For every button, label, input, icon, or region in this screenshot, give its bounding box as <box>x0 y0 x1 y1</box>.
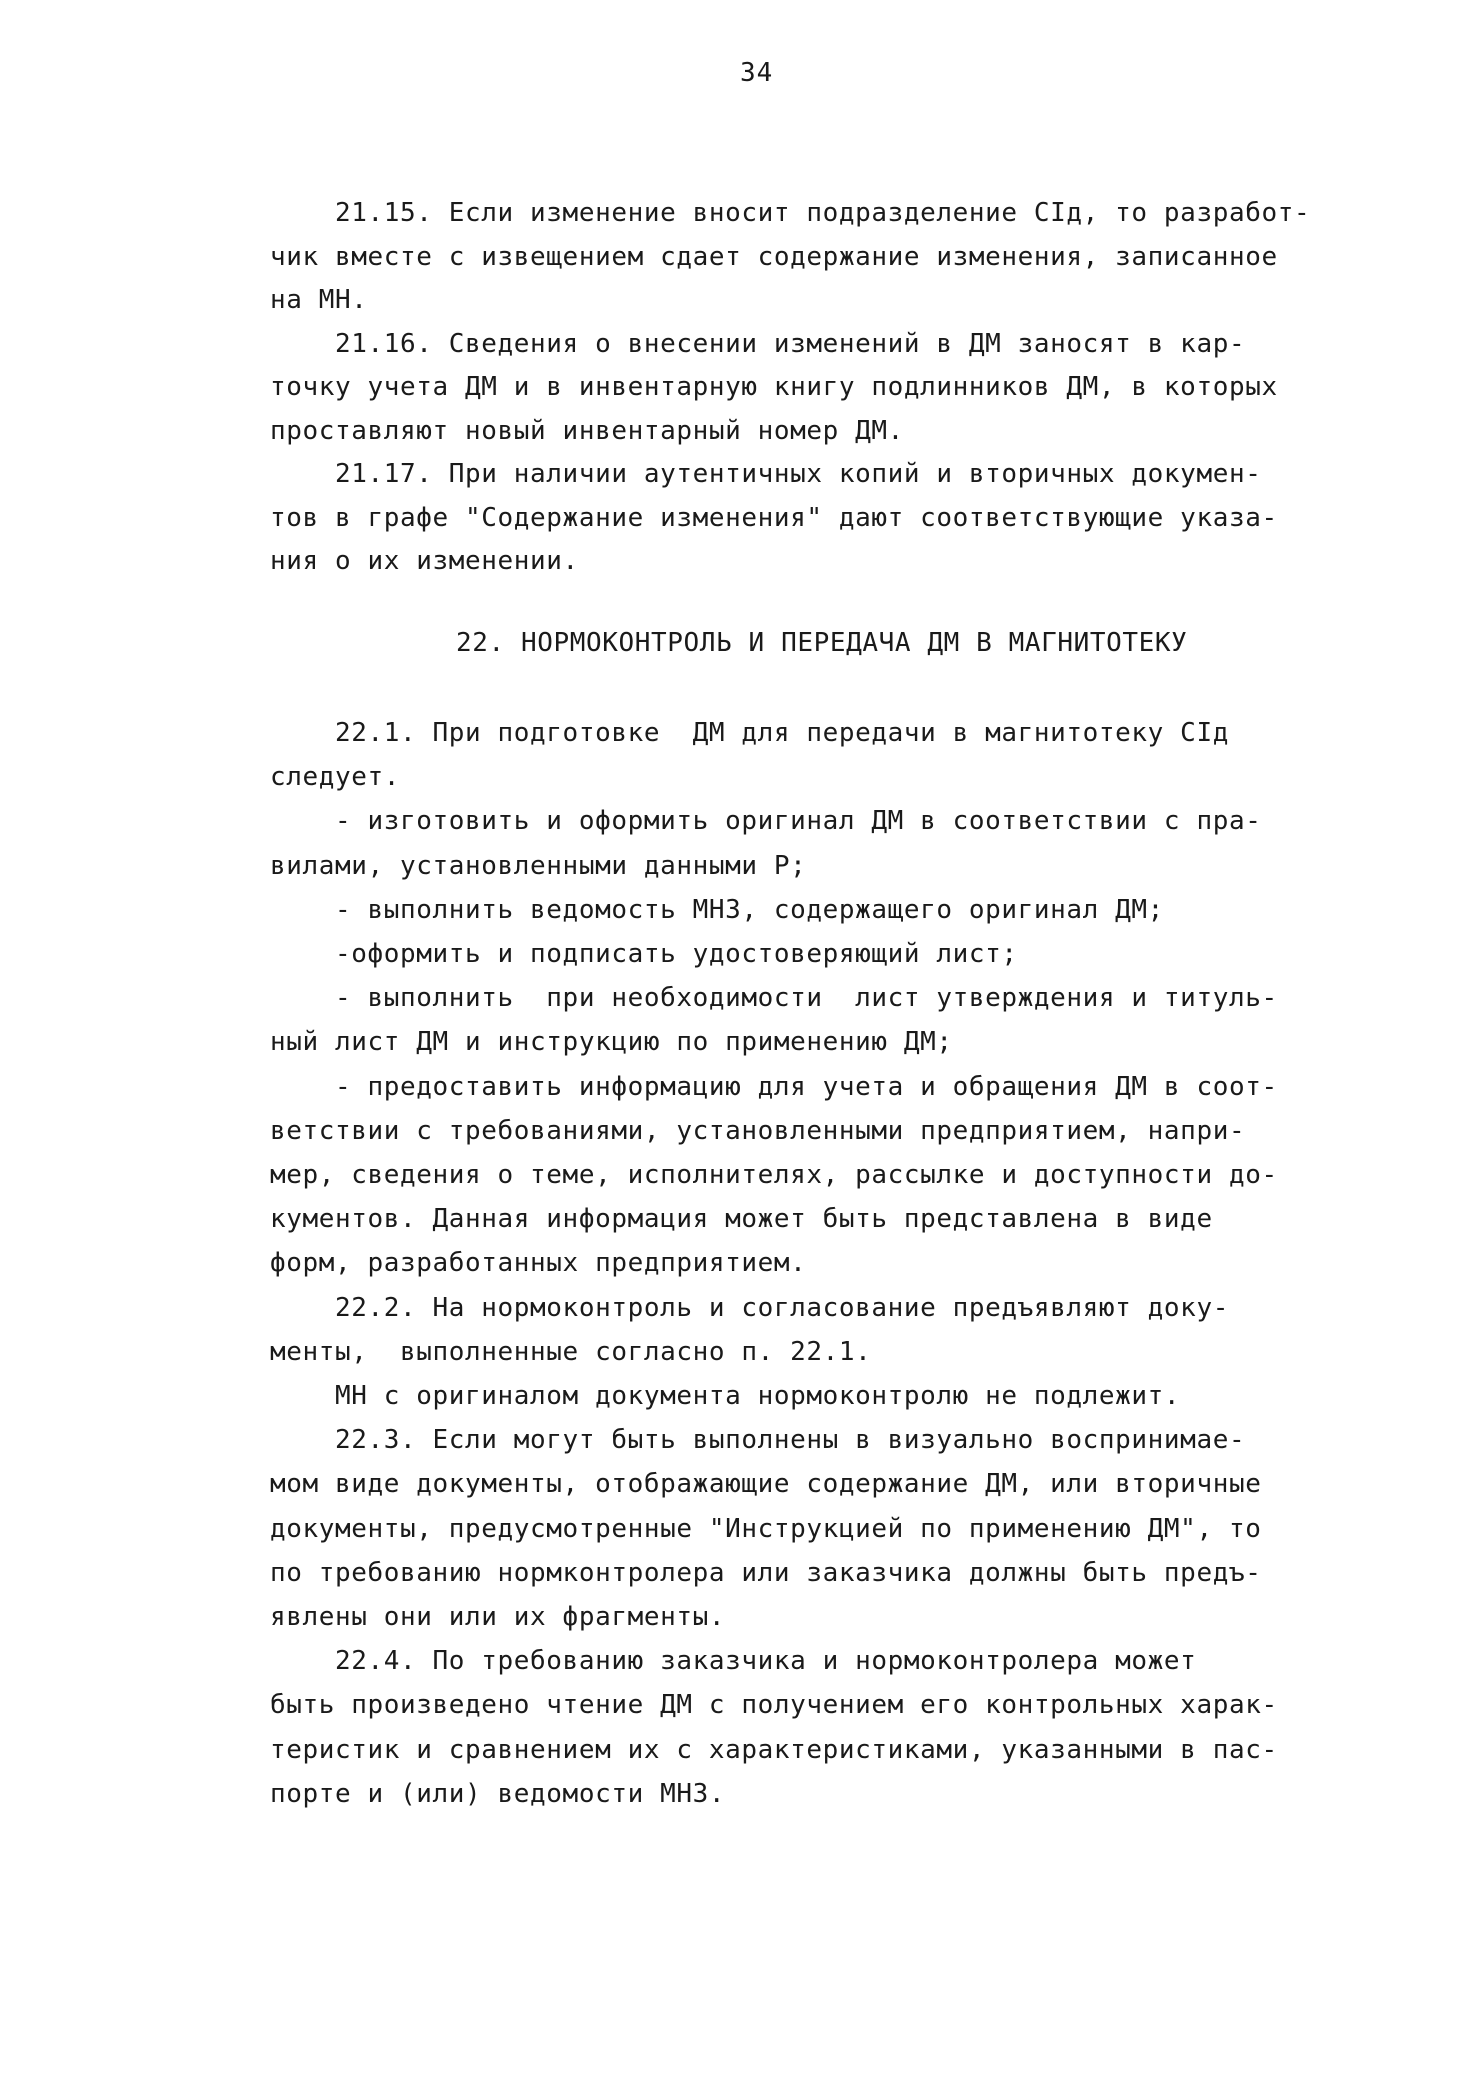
text-line: - изготовить и оформить оригинал ДМ в соответствии с пра- <box>270 806 1262 837</box>
text-line: 22.2. На нормоконтроль и согласование предъявляют доку- <box>270 1292 1229 1323</box>
text-line: вилами, установленными данными Р; <box>270 850 807 881</box>
text-line: 22.1. При подготовке ДМ для передачи в магнитотеку СІд <box>270 718 1229 748</box>
text-line: документы, предусмотренные "Инструкцией по применению ДМ", то <box>270 1513 1262 1544</box>
text-line: ния о их изменении. <box>270 546 579 576</box>
text-line: 21.15. Если изменение вносит подразделение СІд, то разработ- <box>270 198 1311 228</box>
text-line: кументов. Данная информация может быть представлена в виде <box>270 1204 1213 1235</box>
text-line: быть произведено чтение ДМ с получением его контрольных харак- <box>270 1690 1278 1721</box>
text-line: точку учета ДМ и в инвентарную книгу подлинников ДМ, в которых <box>270 372 1278 402</box>
text-line: мом виде документы, отображающие содержание ДМ, или вторичные <box>270 1469 1262 1500</box>
text-line: тов в графе "Содержание изменения" дают соответствующие указа- <box>270 502 1278 533</box>
text-line: 22.3. Если могут быть выполнены в визуально воспринимае- <box>270 1425 1246 1456</box>
section-heading: 22. НОРМОКОНТРОЛЬ И ПЕРЕДАЧА ДМ В МАГНИТОТЕКУ <box>456 628 1188 658</box>
text-line: 21.17. При наличии аутентичных копий и вторичных докумен- <box>270 459 1262 489</box>
text-line: форм, разработанных предприятием. <box>270 1248 807 1279</box>
text-line: порте и (или) ведомости МНЗ. <box>270 1778 726 1809</box>
text-line: теристик и сравнением их с характеристиками, указанными в пас- <box>270 1734 1278 1765</box>
text-line: следует. <box>270 762 401 793</box>
text-line: мер, сведения о теме, исполнителях, рассылке и доступности до- <box>270 1160 1278 1190</box>
text-line: на МН. <box>270 285 368 315</box>
text-line: - выполнить при необходимости лист утверждения и титуль- <box>270 983 1278 1014</box>
text-line: явлены они или их фрагменты. <box>270 1602 726 1632</box>
text-line: МН с оригиналом документа нормоконтролю не подлежит. <box>270 1381 1181 1411</box>
text-line: - выполнить ведомость МНЗ, содержащего оригинал ДМ; <box>270 894 1164 925</box>
text-line: ветствии с требованиями, установленными предприятием, напри- <box>270 1115 1246 1146</box>
text-line: ный лист ДМ и инструкцию по применению ДМ; <box>270 1027 953 1058</box>
text-line: 21.16. Сведения о внесении изменений в ДМ заносят в кар- <box>270 328 1246 359</box>
text-line: 22.4. По требованию заказчика и нормоконтролера может <box>270 1646 1197 1677</box>
page-number: 34 <box>740 58 774 88</box>
text-line: по требованию нормконтролера или заказчика должны быть предъ- <box>270 1557 1262 1588</box>
text-line: - предоставить информацию для учета и обращения ДМ в соот- <box>270 1071 1278 1102</box>
text-line: -оформить и подписать удостоверяющий лист; <box>270 939 1018 969</box>
text-line: проставляют новый инвентарный номер ДМ. <box>270 415 904 446</box>
text-line: чик вместе с извещением сдает содержание изменения, записанное <box>270 241 1278 272</box>
text-line: менты, выполненные согласно п. 22.1. <box>270 1336 872 1367</box>
